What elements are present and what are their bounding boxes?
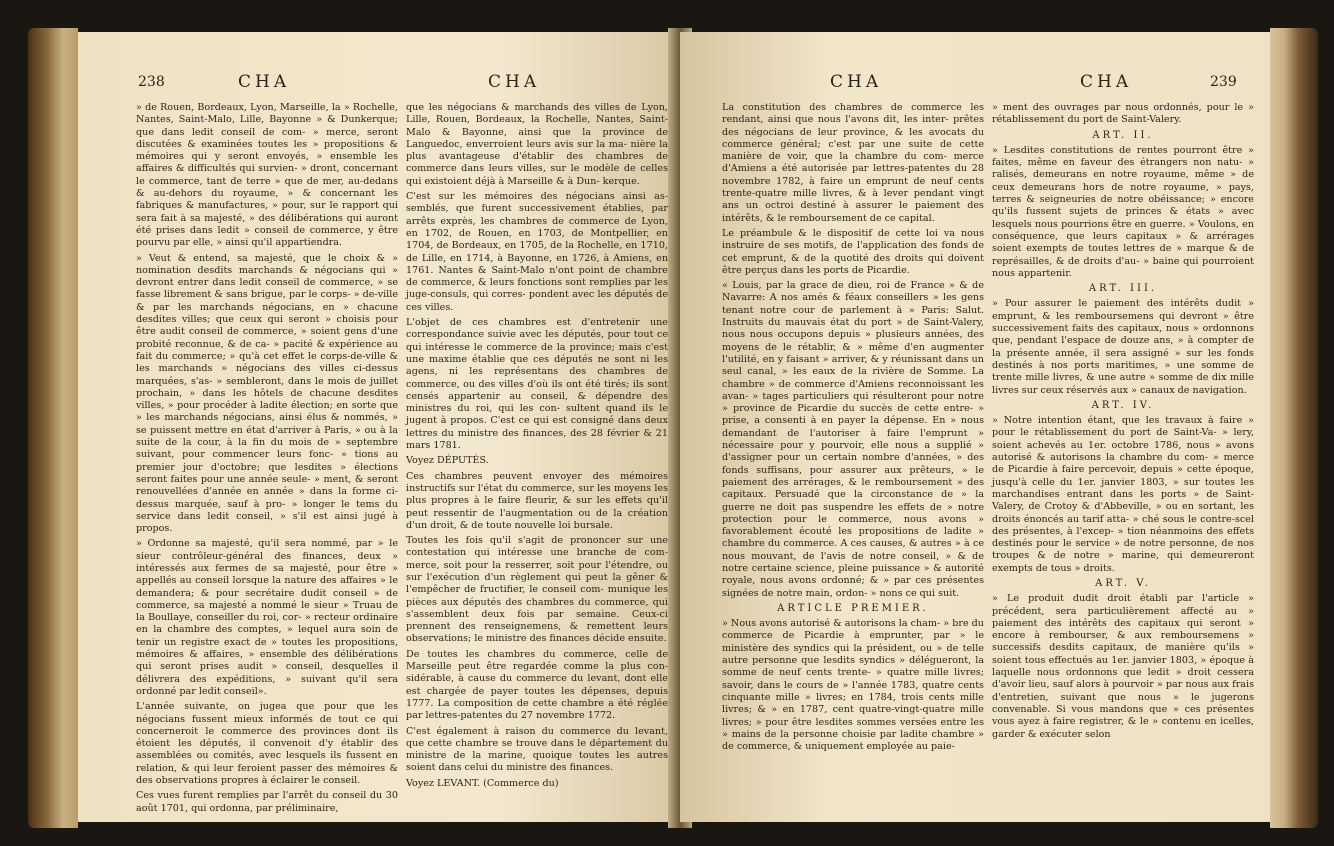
left-page-number: 238 <box>138 74 165 90</box>
paragraph: La constitution des chambres de commerce les rendant, ainsi que nous l'avons dit, les inter- prêtes des négocians de leur province, & les avocats du commerce général; c'est par une suite de cette manière de voir, que la chambre du com- merce d'Amiens a été autorisée par lettres-patentes du 28 novembre 1782, à faire un emprunt de neuf cents trente-quatre mille livres, & à lever pendant vingt ans un octroi destiné à assurer le paiement des intérêts, & le remboursement de ce capital. <box>722 102 984 224</box>
paragraph: » Notre intention étant, que les travaux à faire » pour le rétablissement du port de Saint-Va- » lery, soient achevés au 1er. octobre 1786, nous » avons autorisé & autorisons la chambre du com- » merce de Picardie à faire percevoir, depuis » cette époque, jusqu'à celle du 1er. janvier 1803, » sur toutes les marchandises entrant dans les ports » de Saint-Valery, de Crotoy & d'Abbeville, » ou en sortant, les droits énoncés au tarif atta- » ché sous le contre-scel des présentes, à l'excep- » tion néanmoins des effets destinés pour le service » de notre personne, de nos troupes & de notre » marine, qui demeureront exempts de tous » droits. <box>992 415 1254 574</box>
right-page-edges <box>1270 28 1318 828</box>
article-heading: ART. V. <box>1095 577 1151 589</box>
paragraph: C'est également à raison du commerce du levant, que cette chambre se trouve dans le département du ministre de la marine, quoique toutes les autres soient dans celui du ministre des finances. <box>406 725 668 774</box>
paragraph: Ces chambres peuvent envoyer des mémoires instructifs sur l'état du commerce, sur les moyens les plus propres à le faire fleurir, & sur les effets qu'il peut ressentir de l'augmentation ou de la création d'un droit, & de toute nouvelle loi bursale. <box>406 470 668 531</box>
right-header-right: CHA <box>1080 72 1133 92</box>
right-page-number: 239 <box>1210 74 1237 90</box>
left-page-edges <box>28 28 78 828</box>
left-column-1 <box>136 102 398 818</box>
left-header-left: CHA <box>238 72 291 92</box>
paragraph: » Nous avons autorisé & autorisons la cham- » bre du commerce de Picardie à emprunter, par » le ministère des syndics qui la président, ou » de telle autre personne que lesdits syndics » délégueront, la somme de neuf cents trente- » quatre mille livres; savoir, dans le cours de » l'année 1783, quatre cents cinquante mille » livres; en 1784, trois cents mille livres; & » en 1787, cent quatre-vingt-quatre mille livres; » pour être lesdites sommes versées entre les » mains de la personne choisie par ladite chambre » de commerce, & uniquement employée au paie- <box>722 618 984 753</box>
paragraph: C'est sur les mémoires des négocians ainsi as- semblés, que furent successivement établies, par arrêts exprès, les chambres de commerce de Lyon, en 1702, de Rouen, en 1703, de Montpellier, en 1704, de Bordeaux, en 1705, de la Rochelle, en 1710, de Lille, en 1714, à Bayonne, en 1726, à Amiens, en 1761. Nantes & Saint-Malo n'ont point de chambre de commerce, & leurs fonctions sont remplies par les juge-consuls, qui corres- pondent avec les députés de ces villes. <box>406 191 668 313</box>
paragraph: » de Rouen, Bordeaux, Lyon, Marseille, la » Rochelle, Nantes, Saint-Malo, Lille, Bayonne » & Dunkerque; que dans ledit conseil de com- » merce, seront discutées & examinées toutes les » propositions & mémoires qui y seront envoyés, » ensemble les affaires & difficultés qui survien- » dront, concernant le commerce, tant de terre » que de mer, au-dedans & au-dehors du royaume, » & concernant les fabriques & manufactures, » pour, sur le rapport qui sera fait à sa majesté, » des délibérations qui auront été prises dans ledit » conseil de commerce, y être pourvu par elle, » ainsi qu'il appartiendra. <box>136 102 398 249</box>
paragraph: L'objet de ces chambres est d'entretenir une correspondance suivie avec les députés, pour tout ce qui intéresse le commerce de la province; mais c'est une maxime établie que ces députés ne sont ni les agens, ni les représentans des chambres de commerce, ou des villes d'où ils ont été tirés; ils sont censés appartenir au conseil, & dépendre des ministres du roi, qui les con- sultent quand ils le jugent à propos. C'est ce qui est consigné dans deux lettres du ministre des finances, des 28 février & 21 mars 1781. <box>406 317 668 452</box>
paragraph: » Veut & entend, sa majesté, que le choix & » nomination desdits marchands & négocians qui » devront entrer dans ledit conseil de commerce, » se fasse librement & sans brigue, par le corps- » de-ville & par les marchands négocians, en » chacune desdites villes; que ceux qui seront » choisis pour être audit conseil de commerce, » soient gens d'une probité reconnue, & de ca- » pacité & expérience au fait du commerce; » qu'à cet effet le corps-de-ville & les marchands » négocians des villes ci-dessus marquées, s'as- » sembleront, dans le mois de juillet prochain, » dans les hôtels de chacune desdites villes, » pour procéder à ladite élection; en sorte que » les marchands négocians, ainsi élus & nommés, » se puissent mettre en état d'arriver à Paris, » ou à la suite de la cour, à la fin du mois de » septembre suivant, pour commencer leurs fonc- » tions au premier jour d'octobre; que lesdites » élections seront faites pour une année seule- » ment, & seront renouvellées d'année en année » dans la forme ci-dessus marquée, sauf à pro- » longer le tems du service dans ledit conseil, » s'il est ainsi jugé à propos. <box>136 252 398 535</box>
left-page <box>78 32 678 822</box>
paragraph: » ment des ouvrages par nous ordonnés, pour le » rétablissement du port de Saint-Valery. <box>992 102 1254 126</box>
right-column-1 <box>722 102 984 756</box>
paragraph: Voyez LEVANT. (Commerce du) <box>406 777 559 789</box>
left-column-2 <box>406 102 668 793</box>
left-header-right: CHA <box>488 72 541 92</box>
article-heading: ART. III. <box>1088 283 1158 295</box>
paragraph: De toutes les chambres du commerce, celle de Marseille peut être regardée comme la plus con- sidérable, à cause du commerce du levant, dont elle est chargée de payer toutes les dépenses, depuis 1777. La composition de cette chambre a été réglée par lettres-patentes du 27 novembre 1772. <box>406 648 668 722</box>
right-header-left: CHA <box>830 72 883 92</box>
open-book <box>28 18 1318 838</box>
paragraph: « Louis, par la grace de dieu, roi de France » & de Navarre: A nos amés & féaux conseillers » les gens tenant notre cour de parlement à » Paris: Salut. Instruits du mauvais état du port » de Saint-Valery, nous nous occupons depuis » plusieurs années, des moyens de le rétablir, & » même d'en augmenter l'utilité, en y faisant » arriver, & y réunissant dans un seul canal, » les eaux de la rivière de Somme. La chambre » de commerce d'Amiens reconnoissant les avan- » tages particuliers qui résulteront pour notre » province de Picardie du succès de cette entre- » prise, a consenti à en payer la dépense. En » nous demandant de l'autoriser à faire l'emprunt » nécessaire pour y pourvoir, elle nous a supplié » d'assigner pour un certain nombre d'années, » des fonds suffisans, pour assurer aux prêteurs, » le paiement des arrérages, & le remboursement » des capitaux. Persuadé que la circonstance de » la guerre ne doit pas suspendre les effets de » notre protection pour le commerce, nous avons » favorablement écouté les propositions de ladite » chambre du commerce. A ces causes, & autres » à ce nous mouvant, de l'avis de notre conseil, » & de notre certaine science, pleine puissance » & autorité royale, nous avons ordonné; & » par ces présentes signées de notre main, ordon- » nons ce qui suit. <box>722 280 984 599</box>
article-heading: ARTICLE PREMIER. <box>777 602 929 614</box>
paragraph: » Ordonne sa majesté, qu'il sera nommé, par » le sieur contrôleur-général des finances, deux » intéressés aux fermes de sa majesté, pour être » appellés au conseil lorsque la nature des affaires » le demandera; & pour secrétaire dudit conseil » de commerce, sa majesté a nommé le sieur » Truau de la Boullaye, conseiller du roi, cor- » recteur ordinaire en la chambre des comptes, » lequel aura soin de tenir un registre exact de » toutes les propositions, mémoires & affaires, » ensemble des délibérations qui seront prises audit » conseil, desquelles il délivrera des expéditions, » suivant qu'il sera ordonné par ledit conseil». <box>136 538 398 697</box>
right-column-2 <box>992 102 1254 744</box>
paragraph: » Pour assurer le paiement des intérêts dudit » emprunt, & les remboursemens qui devront » être successivement faits des capitaux, nous » ordonnons que, pendant l'espace de douze ans, » à compter de la présente année, il sera assigné » sur les fonds destinés à nos ports maritimes, » une somme de trente mille livres, & une autre » somme de dix mille livres sur ceux réservés aux » canaux de navigation. <box>992 298 1254 396</box>
article-heading: ART. II. <box>1092 129 1154 141</box>
paragraph: Toutes les fois qu'il s'agit de prononcer sur une contestation qui intéresse une branche de com- merce, soit pour la resserrer, soit pour l'étendre, ou sur l'exécution d'un règlement qui peut la gêner & l'empêcher de fructifier, le conseil com- munique les pièces aux députés des chambres du commerce, qui s'assemblent deux fois par semaine. Ceux-ci prennent des renseignemens, & remettent leurs observations; le ministre des finances décide ensuite. <box>406 535 668 645</box>
paragraph: Ces vues furent remplies par l'arrêt du conseil du 30 août 1701, qui ordonna, par préliminaire, <box>136 790 398 814</box>
right-page <box>680 32 1270 822</box>
paragraph: » Lesdites constitutions de rentes pourront être » faites, même en faveur des étrangers non natu- » ralisés, demeurans en notre royaume, même » de ceux demeurans hors de notre royaume, » pays, terres & seigneuries de notre obéissance; » encore qu'ils fussent sujets de princes & états » avec lesquels nous pourrions être en guerre. » Voulons, en conséquence, que leurs capitaux » & arrérages soient exempts de toutes lettres de » marque & de représailles, & de droits d'au- » baine qui pourroient nous appartenir. <box>992 144 1254 279</box>
paragraph: Le préambule & le dispositif de cette loi va nous instruire de ses motifs, de l'application des fonds de cet emprunt, & de la quotité des droits qui doivent être perçus dans les ports de Picardie. <box>722 227 984 276</box>
paragraph: que les négocians & marchands des villes de Lyon, Lille, Rouen, Bordeaux, la Rochelle, Nantes, Saint-Malo & Bayonne, ainsi que la province de Languedoc, enverroient leurs avis sur la ma- nière la plus avantageuse d'établir des chambres de commerce dans leurs villes, sur le modèle de celles qui existoient déjà à Marseille & à Dun- kerque. <box>406 102 668 187</box>
paragraph: » Le produit dudit droit établi par l'article » précédent, sera particulièrement affecté au » paiement des intérêts des capitaux qui seront » encore à rembourser, & aux remboursemens » successifs desdits capitaux, de manière qu'ils » soient tous effectués au 1er. janvier 1803, » époque à laquelle nous ordonnons que ledit » droit cessera d'avoir lieu, sauf alors à pourvoir » par nous aux frais d'entretien, suivant que nous » le jugerons convenable. Si vous mandons que » ces présentes vous ayez à faire registrer, & le » contenu en icelles, garder & exécuter selon <box>992 593 1254 740</box>
paragraph: L'année suivante, on jugea que pour que les négocians fussent mieux informés de tout ce qui concerneroit le commerce des provinces dont ils étoient les députés, il convenoit d'y établir des assemblées ou comités, avec lesquels ils fussent en relation, & qui leur feroient passer des mémoires & des observations propres à éclairer le conseil. <box>136 701 398 787</box>
article-heading: ART. IV. <box>1091 399 1155 411</box>
paragraph: Voyez DÉPUTÉS. <box>406 455 489 467</box>
